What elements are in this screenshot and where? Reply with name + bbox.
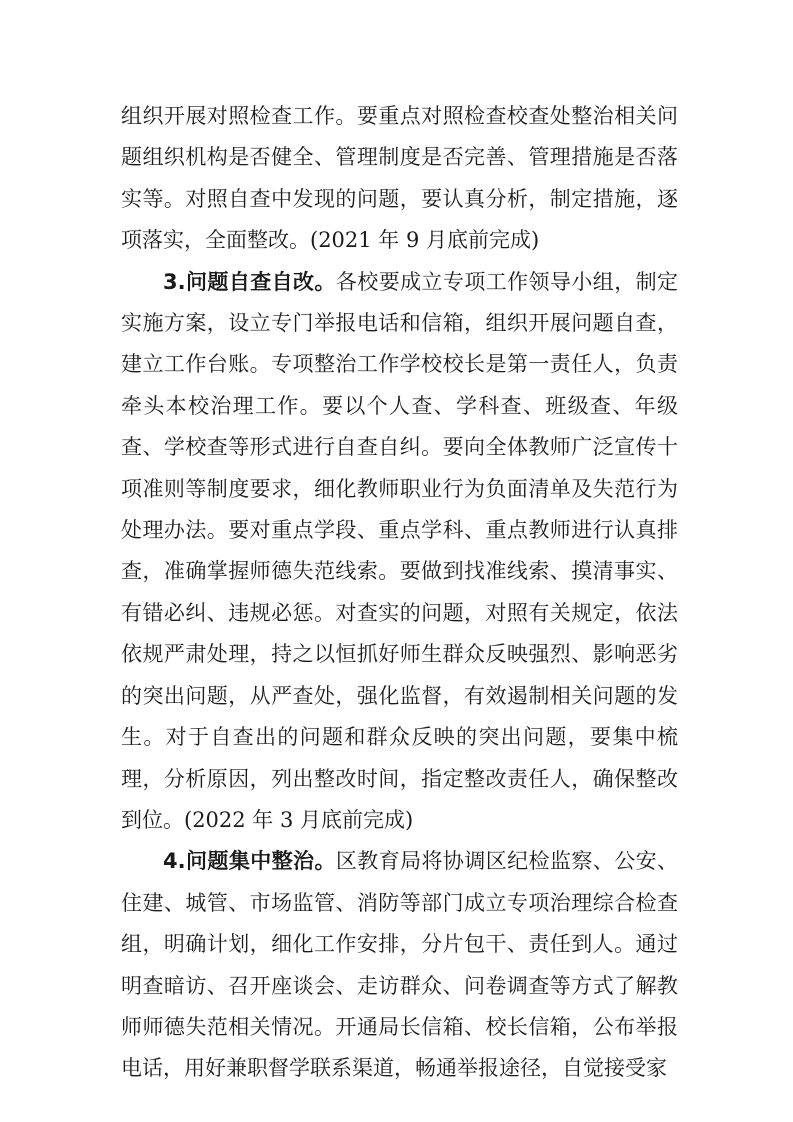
- paragraph-text: 组织开展对照检查工作。要重点对照检查校查处整治相关问题组织机构是否健全、管理制度是否完善、管理措施是否落实等。对照自查中发现的问题，要认真分析，制定措施，逐项落实，全面整改。(2021 年 9 月底前完成): [121, 104, 678, 253]
- paragraph-text: 各校要成立专项工作领导小组，制定实施方案，设立专门举报电话和信箱，组织开展问题自查，建立工作台账。专项整治工作学校校长是第一责任人，负责牵头本校治理工作。要以个人查、学科查、班级查、年级查、学校查等形式进行自查自纠。要向全体教师广泛宣传十项准则等制度要求，细化教师职业行为负面清单及失范行为处理办法。要对重点学段、重点学科、重点教师进行认真排查，准确掌握师德失范线索。要做到找准线索、摸清事实、有错必纠、违规必惩。对查实的问题，对照有关规定，依法依规严肃处理，持之以恒抓好师生群众反映强烈、影响恶劣的突出问题，从严查处，强化监督，有效遏制相关问题的发生。对于自查出的问题和群众反映的突出问题，要集中梳理，分析原因，列出整改时间，指定整改责任人，确保整改到位。(2022 年 3 月底前完成): [121, 269, 679, 832]
- paragraph-text: 区教育局将协调区纪检监察、公安、住建、城管、市场监管、消防等部门成立专项治理综合检查组，明确计划，细化工作安排，分片包干、责任到人。通过明查暗访、召开座谈会、走访群众、问卷调查等方式了解教师师德失范相关情况。开通局长信箱、校长信箱，公布举报电话，用好兼职督学联系渠道，畅通举报途径，自觉接受家: [121, 849, 679, 1081]
- paragraph-continuation: [121, 96, 678, 262]
- section-heading: 3.问题自查自改。: [163, 269, 336, 294]
- paragraph-section-4: [121, 841, 678, 1089]
- document-body: [121, 96, 678, 1090]
- paragraph-section-3: [121, 262, 678, 842]
- section-heading: 4.问题集中整治。: [163, 849, 336, 874]
